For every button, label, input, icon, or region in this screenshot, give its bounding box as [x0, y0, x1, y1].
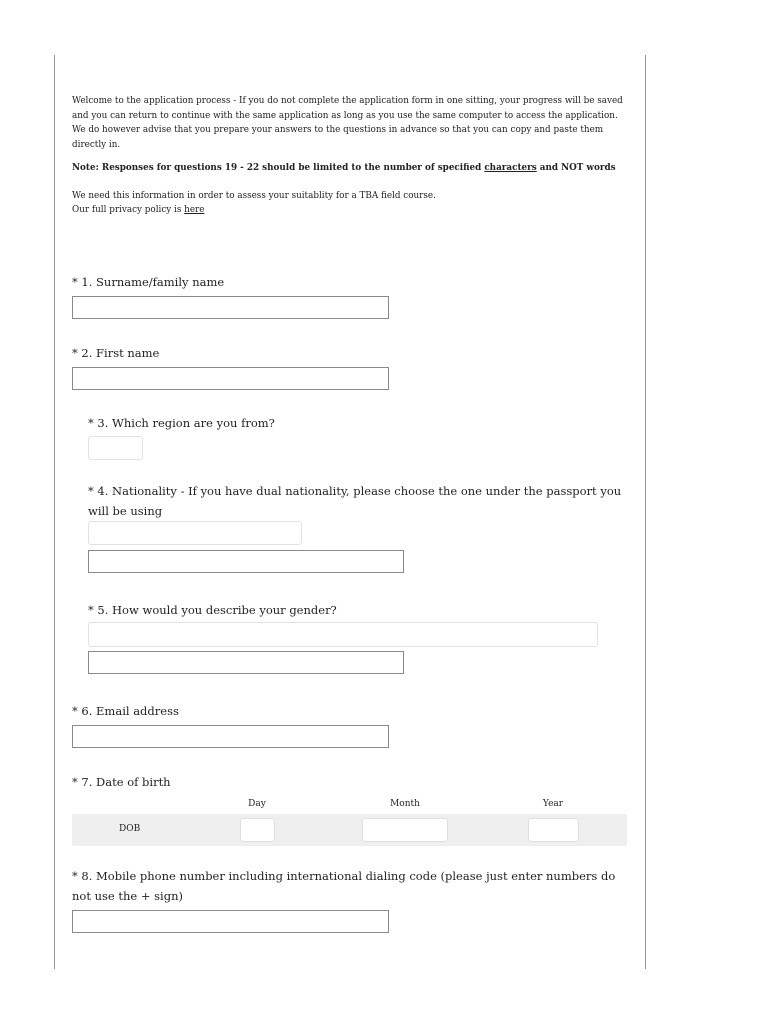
note-suffix: and NOT words	[536, 163, 616, 173]
surname-input[interactable]	[72, 296, 389, 319]
nationality-other-input[interactable]	[88, 550, 404, 573]
info-text: We need this information in order to assess your suitablity for a TBA field course.	[72, 190, 436, 201]
question-1	[72, 272, 627, 292]
note-emphasis: characters	[484, 163, 537, 173]
mobile-phone-input[interactable]	[72, 910, 389, 933]
privacy-line	[72, 203, 627, 218]
question-4-label: * 4. Nationality - If you have dual nationality, please choose the one under the passport you will be using	[88, 484, 622, 518]
intro-section	[72, 94, 627, 218]
privacy-policy-link[interactable]: here	[184, 205, 205, 215]
question-1-label: * 1. Surname/family name	[72, 275, 225, 289]
dob-month-header: Month	[390, 799, 420, 809]
question-2	[72, 343, 627, 363]
dob-month-select[interactable]	[362, 818, 448, 842]
question-8-label: * 8. Mobile phone number including international dialing code (please just enter numbers do not use the + sign)	[72, 869, 616, 903]
question-7	[72, 772, 627, 792]
question-6-label: * 6. Email address	[72, 704, 179, 718]
nationality-select[interactable]	[88, 521, 302, 545]
dob-year-select[interactable]	[528, 818, 579, 842]
dob-row-label: DOB	[119, 824, 141, 834]
question-7-label: * 7. Date of birth	[72, 775, 171, 789]
gender-select[interactable]	[88, 622, 598, 647]
welcome-text: Welcome to the application process - If you do not complete the application form in one sitting, your progress will be saved and you can return to continue with the same application as long as you use the same computer to access the application. We do however advise that you prepare your answers to the questions in advance so that you can copy and paste them directly in.	[72, 96, 623, 150]
email-input[interactable]	[72, 725, 389, 748]
region-select[interactable]	[88, 436, 143, 460]
question-2-label: * 2. First name	[72, 346, 160, 360]
question-8	[72, 866, 632, 906]
dob-day-header: Day	[248, 799, 266, 809]
dob-year-header: Year	[542, 799, 564, 809]
note-prefix: Note: Responses for questions 19 - 22 should be limited to the number of specified	[72, 163, 485, 173]
question-6	[72, 701, 627, 721]
dob-day-select[interactable]	[240, 818, 275, 842]
question-5	[88, 600, 628, 620]
gender-other-input[interactable]	[88, 651, 404, 674]
question-3	[88, 413, 628, 433]
question-4	[88, 481, 633, 521]
privacy-prefix: Our full privacy policy is	[72, 205, 185, 215]
character-limit-note	[72, 161, 627, 176]
question-5-label: * 5. How would you describe your gender?	[88, 603, 337, 617]
question-3-label: * 3. Which region are you from?	[88, 416, 275, 430]
first-name-input[interactable]	[72, 367, 389, 390]
